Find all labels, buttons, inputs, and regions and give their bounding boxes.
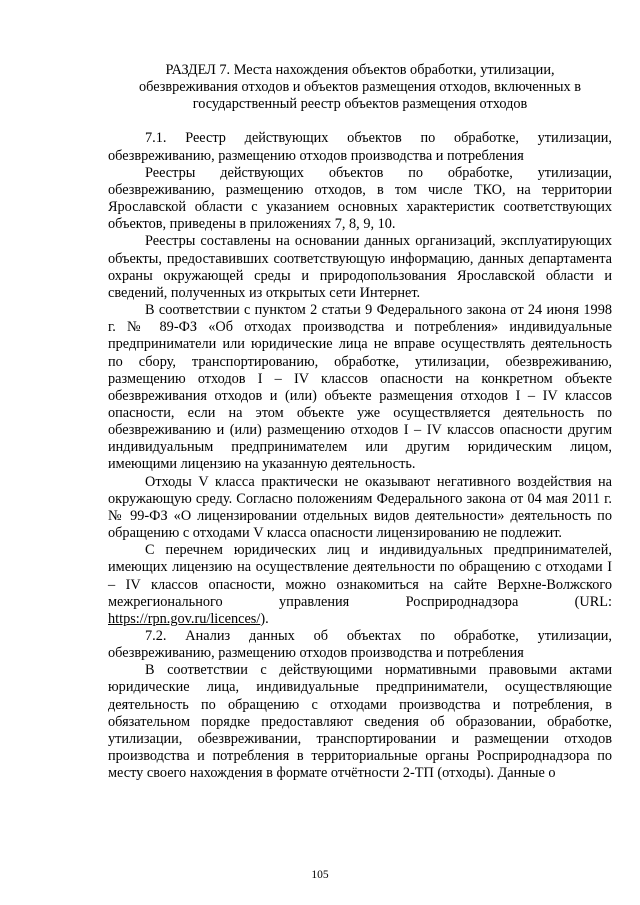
heading-line: обезвреживания отходов и объектов размещения отходов, включенных в [138,79,582,96]
paragraph-registers-sources: Реестры составлены на основании данных организаций, эксплуатирующих объекты, предоставивших соответствующую информацию, данных департамента охраны окружающей среды и природопользования Ярославской области и сведений, полученных из открытых сети Интернет. [108,233,612,301]
rpn-licences-link[interactable]: https://rpn.gov.ru/licences/ [108,610,261,627]
licence-text: С перечнем юридических лиц и индивидуальных предпринимателей, имеющих лицензию на осуществление деятельности по обращению с отходами I – IV классов опасности, можно ознакомиться на сайте Верхне-Волжского межрегионального управления Росприроднадзора (URL: [108,542,612,610]
paragraph-registers: Реестры действующих объектов по обработке, утилизации, обезвреживанию, размещению отходов, в том числе ТКО, на территории Ярославской области с указанием основных характеристик соответствующих объектов, приведены в приложениях 7, 8, 9, 10. [108,164,612,233]
document-page [108,62,612,782]
paragraph-reporting: В соответствии с действующими нормативными правовыми актами юридические лица, индивидуальные предприниматели, осуществляющие деятельность по обращению с отходами производства и потребления, в обязательном порядке предоставляют сведения об образовании, обработке, утилизации, обезвреживании, транспортировании и размещении отходов производства и потребления в территориальные органы Росприроднадзора по месту своего нахождения в формате отчётности 2-ТП (отходы). Данные о [108,662,612,782]
subsection-title-7-2: 7.2. Анализ данных об объектах по обработке, утилизации, обезвреживанию, размещению отходов производства и потребления [108,628,612,662]
heading-line: РАЗДЕЛ 7. Места нахождения объектов обработки, утилизации, [165,62,555,78]
paragraph-federal-law-89: В соответствии с пунктом 2 статьи 9 Федерального закона от 24 июня 1998 г. № 89-ФЗ «Об отходах производства и потребления» индивидуальные предприниматели или юридические лица не вправе осуществлять деятельность по сбору, транспортированию, обработке, утилизации, обезвреживанию, размещению отходов I – IV классов опасности на конкретном объекте обезвреживания отходов и (или) объекте размещения отходов I – IV классов опасности, если на этом объекте уже осуществляется деятельность по обезвреживанию и (или) размещению отходов I – IV классов опасности другим индивидуальным предпринимателем или другим юридическим лицом, имеющими лицензию на указанную деятельность. [108,302,612,473]
paragraph-licence-list [108,542,612,628]
subsection-title-7-1: 7.1. Реестр действующих объектов по обработке, утилизации, обезвреживанию, размещению отходов производства и потребления [108,130,612,164]
paragraph-class-v-waste: Отходы V класса практически не оказывают негативного воздействия на окружающую среду. Согласно положениям Федерального закона от 04 мая 2011 г. № 99-ФЗ «О лицензировании отдельных видов деятельности» деятельность по обращению с отходами V класса опасности лицензированию не подлежит. [108,473,612,542]
licence-text-end: ). [260,610,269,627]
page-number: 105 [311,869,329,881]
heading-line: государственный реестр объектов размещения отходов [192,96,528,113]
section-heading [108,62,612,113]
